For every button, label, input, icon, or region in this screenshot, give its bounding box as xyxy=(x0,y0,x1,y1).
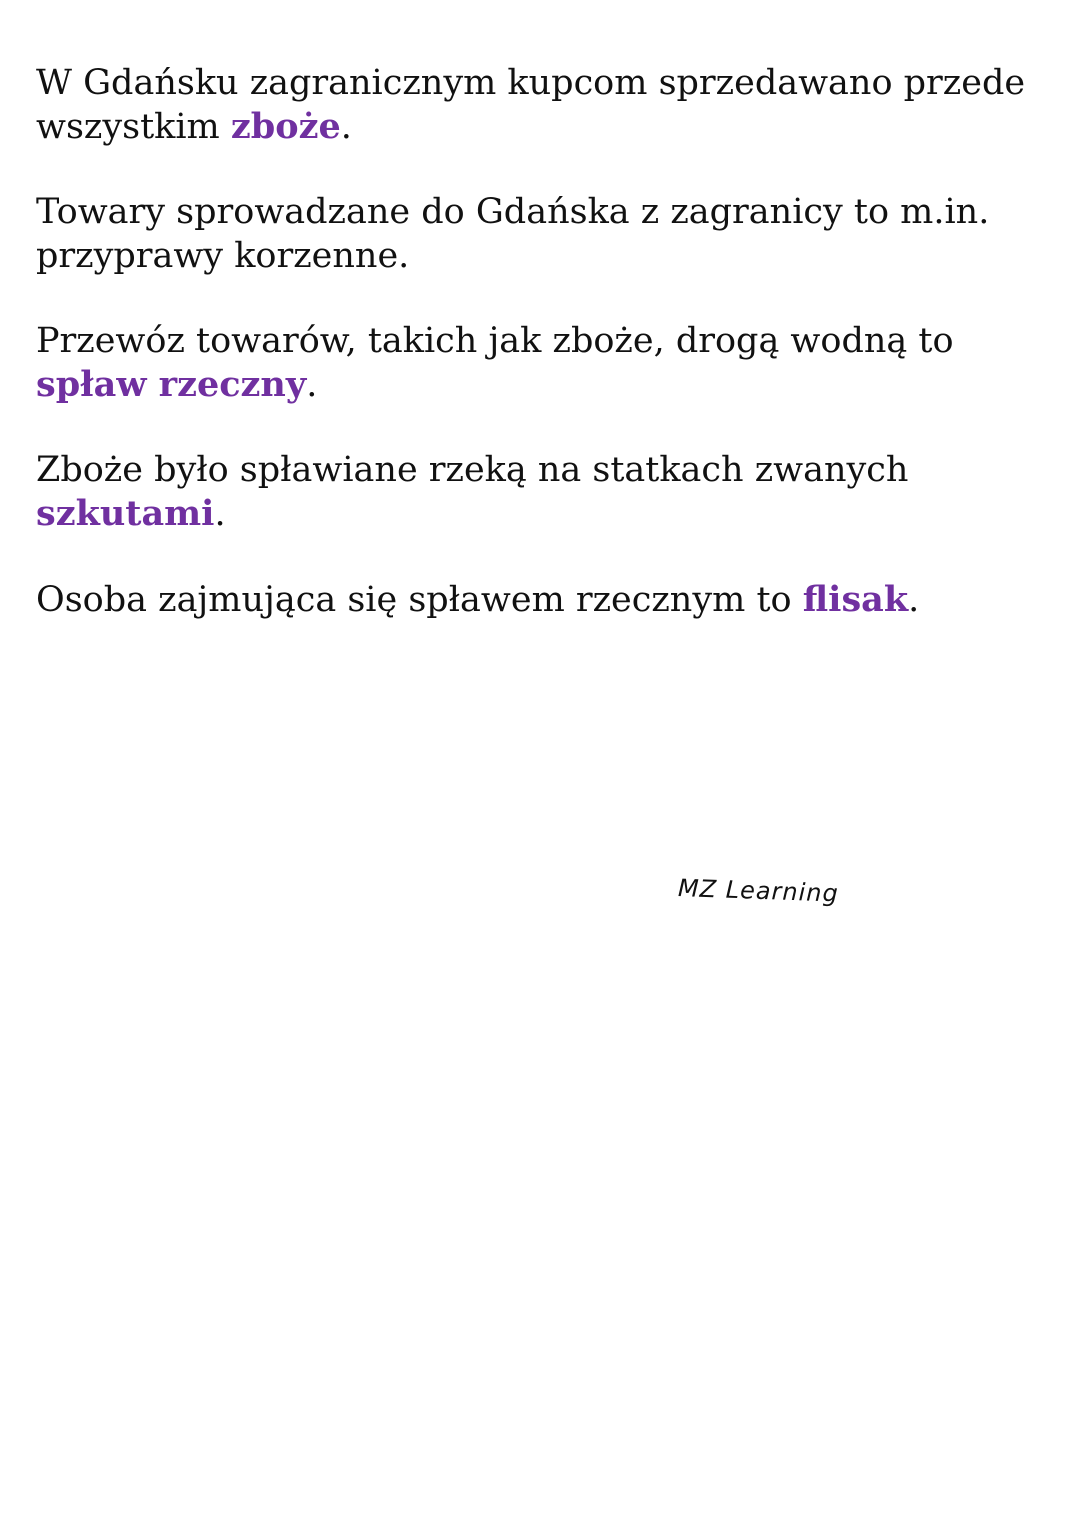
paragraph-5-highlight: flisak xyxy=(802,579,909,620)
paragraph-4 xyxy=(36,449,1046,536)
paragraph-1-text: W Gdańsku zagranicznym kupcom sprzedawano przede wszystkim xyxy=(36,63,1026,147)
document-body xyxy=(36,62,1046,664)
paragraph-3-highlight: spław rzeczny xyxy=(36,364,307,405)
paragraph-2-text: Towary sprowadzane do Gdańska z zagranicy to m.in. przyprawy korzenne. xyxy=(36,192,990,276)
paragraph-4-text: Zboże było spławiane rzeką na statkach zwanych xyxy=(36,450,909,490)
paragraph-4-end: . xyxy=(214,494,226,534)
paragraph-1 xyxy=(36,62,1046,149)
paragraph-5-end: . xyxy=(908,580,920,620)
paragraph-1-end: . xyxy=(340,107,352,147)
paragraph-3-end: . xyxy=(306,365,318,405)
paragraph-4-highlight: szkutami xyxy=(36,493,215,534)
paragraph-1-highlight: zboże xyxy=(230,106,341,147)
paragraph-3-text: Przewóz towarów, takich jak zboże, drogą wodną to xyxy=(36,321,954,361)
paragraph-3 xyxy=(36,320,1046,407)
paragraph-2 xyxy=(36,191,1046,278)
signature: MZ Learning xyxy=(677,874,840,908)
paragraph-5-text: Osoba zajmująca się spławem rzecznym to xyxy=(36,580,803,620)
paragraph-5 xyxy=(36,578,1046,622)
